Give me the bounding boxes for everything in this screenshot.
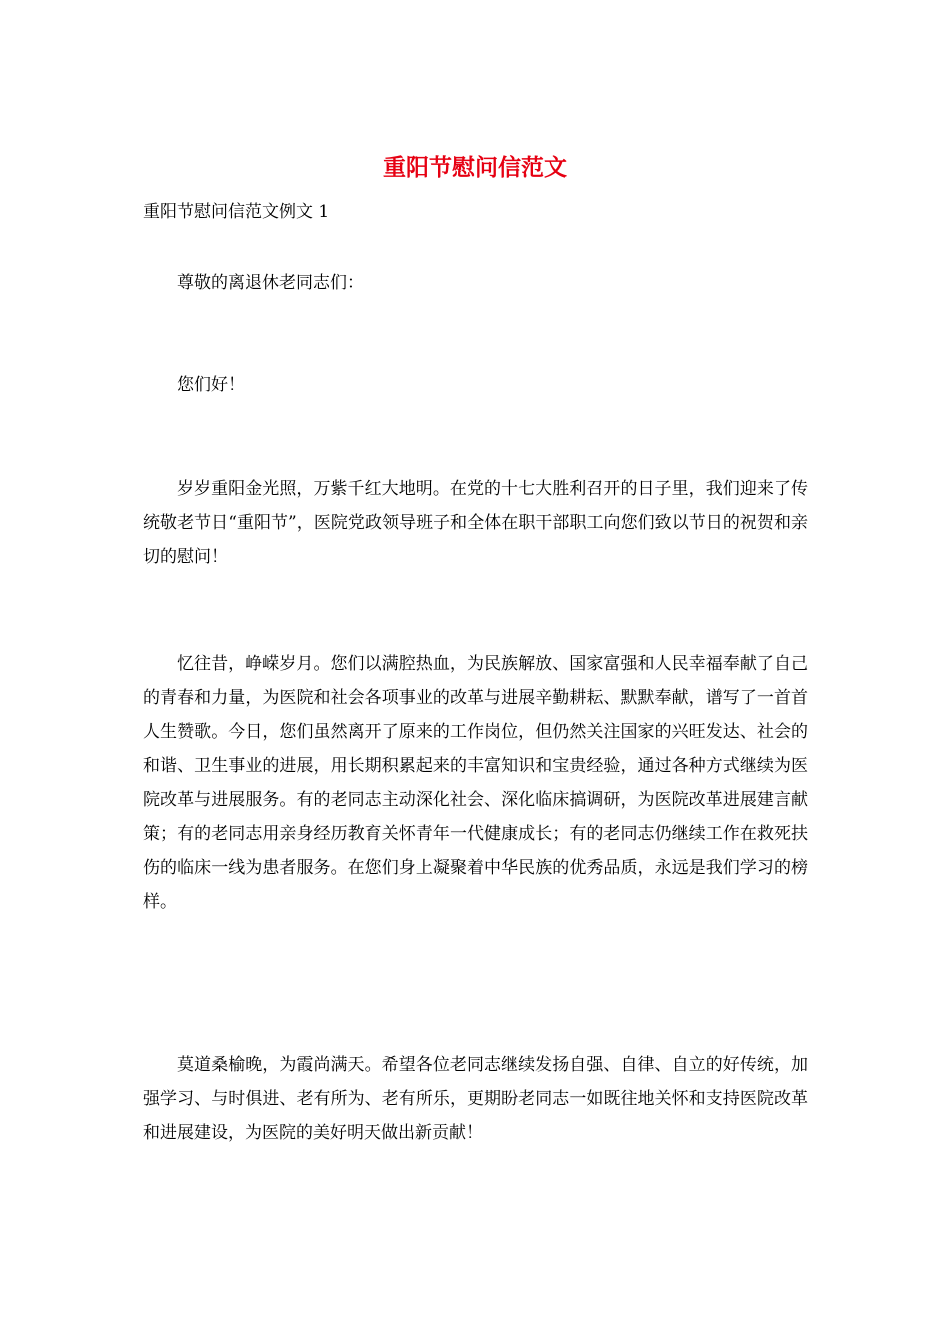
greeting-paragraph: 尊敬的离退休老同志们： [177, 273, 364, 293]
body-paragraph-2: 忆往昔，峥嵘岁月。您们以满腔热血，为民族解放、国家富强和人民幸福奉献了自己的青春和力量，为医院和社会各项事业的改革与进展辛勤耕耘、默默奉献，谱写了一首首人生赞歌。今日，您们虽然离开了原来的工作岗位，但仍然关注国家的兴旺发达、社会的和谐、卫生事业的进展，用长期积累起来的丰富知识和宝贵经验，通过各种方式继续为医院改革与进展服务。有的老同志主动深化社会、深化临床搞调研，为医院改革进展建言献策；有的老同志用亲身经历教育关怀青年一代健康成长；有的老同志仍继续工作在救死扶伤的临床一线为患者服务。在您们身上凝聚着中华民族的优秀品质，永远是我们学习的榜样。 [143, 654, 808, 912]
hello-paragraph: 您们好！ [177, 375, 245, 395]
document-title: 重阳节慰问信范文 [383, 154, 567, 181]
body-paragraph-3: 莫道桑榆晚，为霞尚满天。希望各位老同志继续发扬自强、自律、自立的好传统，加强学习、与时俱进、老有所为、老有所乐，更期盼老同志一如既往地关怀和支持医院改革和进展建设，为医院的美好明天做出新贡献！ [143, 1055, 808, 1143]
body-paragraph-1: 岁岁重阳金光照，万紫千红大地明。在党的十七大胜利召开的日子里，我们迎来了传统敬老节日“重阳节”，医院党政领导班子和全体在职干部职工向您们致以节日的祝贺和亲切的慰问！ [143, 479, 808, 567]
document-subtitle: 重阳节慰问信范文例文 1 [143, 202, 330, 222]
